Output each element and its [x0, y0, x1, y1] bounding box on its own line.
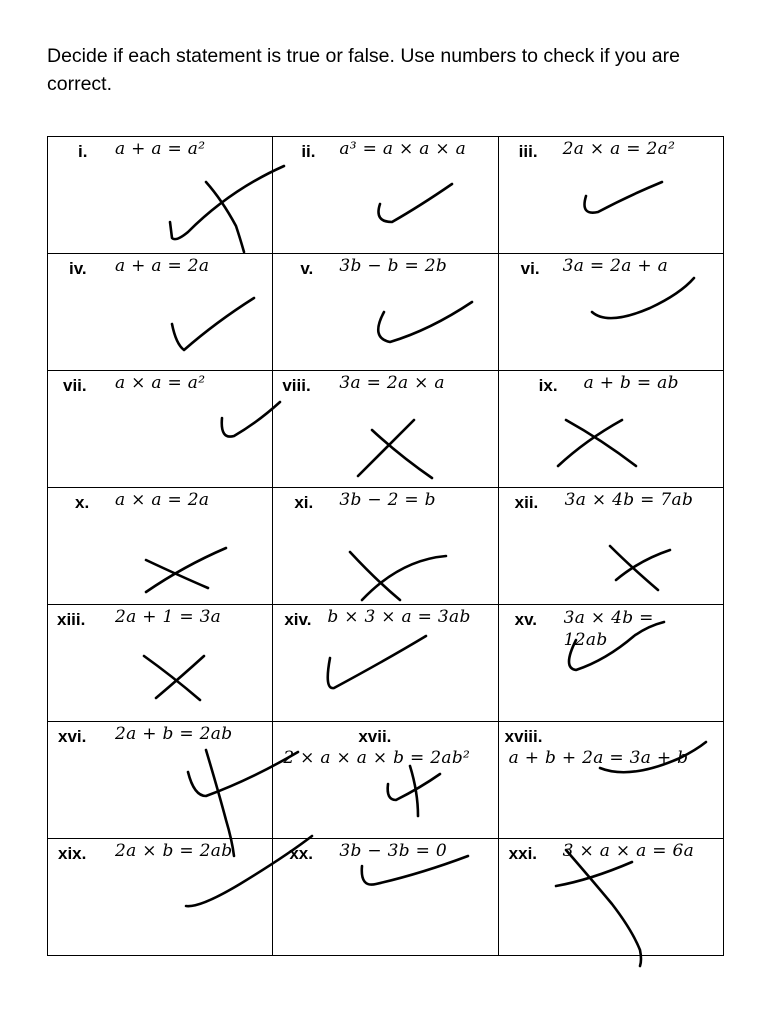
- statement-equation: a + b + 2a = 3a + b: [508, 748, 689, 768]
- statement-equation: a × a = 2a: [115, 490, 210, 510]
- grid-row: [48, 254, 724, 371]
- statement-number: xiv.: [284, 610, 312, 629]
- statement-cell: [48, 605, 273, 722]
- statement-number: xvii.: [358, 727, 392, 746]
- grid-row: [48, 722, 724, 839]
- statement-equation: 3a × 4b = 12ab: [563, 608, 654, 650]
- statement-number: ix.: [538, 376, 558, 395]
- statement-equation: a + a = a²: [115, 139, 206, 159]
- statement-number: xii.: [514, 493, 539, 512]
- statement-cell: [498, 839, 723, 956]
- statements-grid: [47, 136, 724, 956]
- statement-number: x.: [75, 493, 90, 512]
- statement-equation: 3 × a × a = 6a: [562, 841, 695, 861]
- statement-number: iv.: [69, 259, 87, 278]
- statement-cell: [273, 488, 498, 605]
- statement-number: vi.: [520, 259, 540, 278]
- statement-equation: 3b − 3b = 0: [339, 841, 447, 861]
- grid-row: [48, 488, 724, 605]
- statement-equation: 3a = 2a × a: [339, 373, 445, 393]
- statement-cell: [48, 137, 273, 254]
- grid-row: [48, 371, 724, 488]
- statement-cell: [498, 254, 723, 371]
- statement-equation: a × a = a²: [115, 373, 206, 393]
- statement-number: xiii.: [57, 610, 86, 629]
- statement-cell: [48, 371, 273, 488]
- statement-equation: 3a × 4b = 7ab: [564, 490, 694, 510]
- statement-cell: [48, 839, 273, 956]
- statement-cell: [498, 488, 723, 605]
- statement-equation: 2a × b = 2ab: [115, 841, 233, 861]
- statement-cell: [48, 722, 273, 839]
- statement-cell: [498, 371, 723, 488]
- statement-equation: b × 3 × a = 3ab: [327, 607, 471, 627]
- statement-cell: [498, 722, 723, 839]
- statement-number: xv.: [514, 610, 538, 629]
- statement-number: v.: [300, 259, 314, 278]
- statement-equation: 2a × a = 2a²: [562, 139, 676, 159]
- statement-equation: 3b − 2 = b: [339, 490, 436, 510]
- statement-number: vii.: [63, 376, 87, 395]
- instructions-text: Decide if each statement is true or false. Use numbers to check if you are correct.: [47, 45, 680, 95]
- statement-cell: [273, 254, 498, 371]
- statement-equation: a + b = ab: [583, 373, 679, 393]
- statement-number: xvi.: [58, 727, 87, 746]
- statement-number: xxi.: [508, 844, 538, 863]
- statement-equation: 2a + b = 2ab: [115, 724, 233, 744]
- grid-row: [48, 137, 724, 254]
- statement-equation: 2 × a × a × b = 2ab²: [283, 748, 471, 768]
- statement-number: xviii.: [504, 727, 543, 746]
- statement-number: ii.: [301, 142, 316, 161]
- statement-cell: [48, 488, 273, 605]
- statement-cell: [273, 839, 498, 956]
- grid-row: [48, 839, 724, 956]
- statement-equation: 3a = 2a + a: [562, 256, 669, 276]
- statement-number: xx.: [289, 844, 313, 863]
- statement-cell: [273, 605, 498, 722]
- statement-cell: [273, 371, 498, 488]
- statement-number: i.: [78, 142, 88, 161]
- statement-number: xi.: [294, 493, 314, 512]
- statement-cell: [273, 722, 498, 839]
- statement-cell: [498, 137, 723, 254]
- statement-cell: [498, 605, 723, 722]
- statement-cell: [273, 137, 498, 254]
- statement-number: viii.: [282, 376, 311, 395]
- statement-equation: 3b − b = 2b: [339, 256, 448, 276]
- statement-equation: a + a = 2a: [115, 256, 210, 276]
- statement-number: iii.: [518, 142, 538, 161]
- statement-number: xix.: [58, 844, 87, 863]
- grid-row: [48, 605, 724, 722]
- statement-equation: 2a + 1 = 3a: [115, 607, 222, 627]
- statement-equation: a³ = a × a × a: [339, 139, 467, 159]
- statement-cell: [48, 254, 273, 371]
